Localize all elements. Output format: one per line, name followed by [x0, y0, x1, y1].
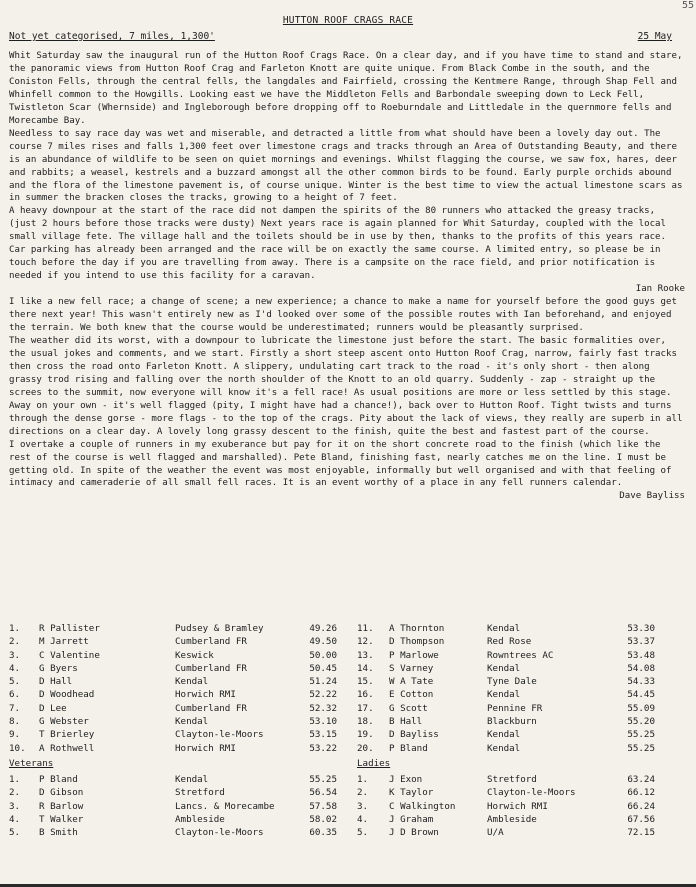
club-name: Cumberland FR — [175, 662, 247, 674]
club-name: Kendal — [175, 676, 209, 688]
club-name: Lancs. & Morecambe — [175, 800, 275, 812]
finish-time: 72.15 — [627, 827, 655, 839]
category-header-row — [9, 756, 655, 774]
runner-name: T Walker — [39, 813, 84, 825]
club-name: Horwich RMI — [175, 689, 236, 701]
finish-time: 52.22 — [309, 689, 337, 701]
club-name: Stretford — [487, 773, 537, 785]
runner-name: E Cotton — [389, 689, 434, 701]
runner-name: C Walkington — [389, 800, 456, 812]
position: 1. — [9, 773, 21, 785]
club-name: Pennine FR — [487, 702, 543, 714]
position: 3. — [9, 649, 21, 661]
finish-time: 58.02 — [309, 813, 337, 825]
club-name: Cumberland FR — [175, 636, 247, 648]
finish-time: 50.00 — [309, 649, 337, 661]
result-row — [9, 689, 655, 702]
report2-author: Dave Bayliss — [619, 491, 685, 502]
result-row — [9, 827, 655, 840]
finish-time: 49.26 — [309, 623, 337, 634]
position: 4. — [9, 813, 21, 825]
finish-time: 66.24 — [627, 800, 655, 812]
finish-time: 51.24 — [309, 676, 337, 688]
finish-time: 55.09 — [627, 702, 655, 714]
runner-name: D Gibson — [39, 787, 84, 799]
runner-name: D Hall — [39, 676, 73, 688]
finish-time: 55.25 — [627, 729, 655, 741]
club-name: Stretford — [175, 787, 225, 799]
position: 8. — [9, 716, 21, 728]
club-name: Pudsey & Bramley — [175, 623, 264, 634]
position: 2. — [9, 636, 21, 648]
ladies-heading: Ladies — [357, 757, 391, 769]
finish-time: 67.56 — [627, 813, 655, 825]
column-gap — [337, 716, 357, 729]
club-name: Clayton-le-Moors — [175, 827, 264, 839]
club-name: Kendal — [175, 716, 209, 728]
column-gap — [337, 623, 357, 636]
finish-time: 54.45 — [627, 689, 655, 701]
finish-time: 49.50 — [309, 636, 337, 648]
club-name: Horwich RMI — [487, 800, 548, 812]
result-row — [9, 801, 655, 814]
category-results-table — [9, 756, 655, 840]
finish-time: 56.54 — [309, 787, 337, 799]
position: 10. — [9, 742, 26, 754]
finish-time: 50.45 — [309, 662, 337, 674]
position: 7. — [9, 702, 21, 714]
column-gap — [337, 787, 357, 800]
position: 18. — [357, 716, 374, 728]
position: 12. — [357, 636, 374, 648]
result-row — [9, 650, 655, 663]
runner-name: B Smith — [39, 827, 78, 839]
club-name: Ambleside — [487, 813, 537, 825]
column-gap — [337, 729, 357, 742]
overall-results-table — [9, 623, 655, 756]
position: 5. — [9, 676, 21, 688]
race-category: Not yet categorised, 7 miles, 1,300' — [9, 31, 215, 42]
position: 16. — [357, 689, 374, 701]
position: 20. — [357, 742, 374, 754]
club-name: Clayton-le-Moors — [175, 729, 264, 741]
position: 9. — [9, 729, 21, 741]
club-name: Kendal — [487, 689, 521, 701]
runner-name: A Rothwell — [39, 742, 95, 754]
finish-time: 57.58 — [309, 800, 337, 812]
runner-name: G Byers — [39, 662, 78, 674]
position: 3. — [357, 800, 369, 812]
runner-name: D Bayliss — [389, 729, 439, 741]
position: 15. — [357, 676, 374, 688]
column-gap — [337, 689, 357, 702]
result-row — [9, 774, 655, 787]
finish-time: 53.10 — [309, 716, 337, 728]
club-name: Kendal — [175, 773, 209, 785]
race-date: 25 May — [637, 31, 672, 42]
runner-name: D Woodhead — [39, 689, 95, 701]
club-name: Blackburn — [487, 716, 537, 728]
finish-time: 52.32 — [309, 702, 337, 714]
results-section — [9, 623, 689, 840]
column-gap — [337, 663, 357, 676]
result-row — [9, 636, 655, 649]
result-row — [9, 787, 655, 800]
position: 14. — [357, 662, 374, 674]
report2-paragraph-2: The weather did its worst, with a downpour to lubricate the limestone just before the start. The basic formalities over, the usual jokes and comments, and we start. Firstly a short steep ascent onto Hutton Roof Crag, narrow, fairly fast tracks then cross the road onto Farleton Knott. A slippery, undulating cart track to the road - it's only short - then along grassy trod rising and falling over the north shoulder of the Knott to an old quarry. Suddenly - zap - straight up the screes to the summit, now everyone will know it's a fell race! As usual positions are more or less settled by this stage. Away on your own - it's well flagged (pity, I might have had a chance!), back over to Hutton Roof. Tight twists and turns through the dense gorse - more flags - to the top of the crags. Pity about the lack of views, they really are superb in all directions on a clear day. A lovely long grassy descent to the finish, quite the best and fastest part of the course. — [9, 335, 683, 437]
report1-paragraph-3: A heavy downpour at the start of the race did not dampen the spirits of the 80 runners who attacked the greasy tracks, (just 2 hours before those tracks were dusty) Next years race is again planned for Whit Saturday, coupled with the local small village fete. The village hall and the toilets should be in use by then, thanks to the profits of this years race. Car parking has already been arranged and the race will be on exactly the same course. A limited entry, so please be in touch before the day if you are travelling from away. There is a campsite on the race field, and prior notification is needed if you intend to use this facility for a caravan. — [9, 206, 666, 282]
runner-name: P Bland — [39, 773, 78, 785]
result-row — [9, 716, 655, 729]
result-row — [9, 663, 655, 676]
position: 17. — [357, 702, 374, 714]
club-name: Tyne Dale — [487, 676, 537, 688]
position: 2. — [357, 787, 369, 799]
finish-time: 63.24 — [627, 773, 655, 785]
report1-author: Ian Rooke — [635, 284, 685, 295]
position: 6. — [9, 689, 21, 701]
runner-name: R Barlow — [39, 800, 84, 812]
runner-name: R Pallister — [39, 623, 100, 634]
result-row — [9, 703, 655, 716]
runner-name: C Valentine — [39, 649, 100, 661]
result-row — [9, 623, 655, 636]
report1-paragraph-2: Needless to say race day was wet and miserable, and detracted a little from what should have been a lovely day out. The course 7 miles rises and falls 1,300 feet over limestone crags and tracks through an Area of Outstanding Beauty, and there is an abundance of wildlife to be seen on quiet mornings and evenings. Whilst flagging the course, we saw fox, hares, deer and rabbits; a weasel, kestrels and a buzzard amongst all the other common birds to be found. Early purple orchids abound and the flora of the limestone pavement is, of course unique. Winter is the best time to view the actual limestone scars as in summer the bracken closes the tracks, growing to a height of 7 feet. — [9, 128, 683, 204]
finish-time: 66.12 — [627, 787, 655, 799]
position: 11. — [357, 623, 374, 634]
runner-name: T Brierley — [39, 729, 95, 741]
finish-time: 55.25 — [309, 773, 337, 785]
report1-paragraph-1: Whit Saturday saw the inaugural run of the Hutton Roof Crags Race. On a clear day, and if you have time to stand and stare, the panoramic views from Hutton Roof Crag and Farleton Knott are quite unique. From Black Combe in the south, and the Coniston Fells, through the central fells, the langdales and Fairfield, crossing the Kentmere Range, through Shap Fell and Whinfell common to the Howgills. Looking east we have the Middleton Fells and Barbondale sweeping down to Leck Fell, Twistleton Scar (Whernside) and Ingleborough before dropping off to Roeburndale and Littledale in the quernmore fells and Morecambe Bay. — [9, 51, 683, 126]
club-name: Ambleside — [175, 813, 225, 825]
finish-time: 54.08 — [627, 662, 655, 674]
column-gap — [337, 801, 357, 814]
runner-name: J D Brown — [389, 827, 439, 839]
club-name: Kendal — [487, 623, 521, 634]
runner-name: W A Tate — [389, 676, 434, 688]
position: 4. — [9, 662, 21, 674]
report2-paragraph-3: I overtake a couple of runners in my exuberance but pay for it on the short concrete road to the finish (which like the rest of the course is well flagged and marshalled). Pete Bland, finishing fast, nearly catches me on the line. I must be getting old. In spite of the weather the event was most enjoyable, informally but well organised and with that feeling of intimacy and cameraderie of all small fell races. It is an event worthy of a place in any fell runners calendar. — [9, 439, 672, 489]
column-gap — [337, 743, 357, 756]
finish-time: 53.30 — [627, 623, 655, 634]
race-title: HUTTON ROOF CRAGS RACE — [282, 15, 414, 26]
position: 1. — [357, 773, 369, 785]
runner-name: B Hall — [389, 716, 423, 728]
column-gap — [337, 636, 357, 649]
position: 2. — [9, 787, 21, 799]
column-gap — [337, 676, 357, 689]
runner-name: P Bland — [389, 742, 428, 754]
club-name: Kendal — [487, 729, 521, 741]
result-row — [9, 676, 655, 689]
runner-name: D Thompson — [389, 636, 445, 648]
position: 1. — [9, 623, 21, 634]
runner-name: G Scott — [389, 702, 428, 714]
club-name: Red Rose — [487, 636, 532, 648]
position: 19. — [357, 729, 374, 741]
result-row — [9, 729, 655, 742]
veterans-heading: Veterans — [9, 757, 54, 769]
club-name: Kendal — [487, 662, 521, 674]
club-name: Rowntrees AC — [487, 649, 554, 661]
club-name: Cumberland FR — [175, 702, 247, 714]
column-gap — [337, 827, 357, 840]
position: 13. — [357, 649, 374, 661]
runner-name: J Exon — [389, 773, 423, 785]
page-number: 55 — [681, 0, 694, 11]
position: 3. — [9, 800, 21, 812]
report2-paragraph-1: I like a new fell race; a change of scene; a new experience; a chance to make a name for yourself before the good guys get there next year! This wasn't entirely new as I'd looked over some of the possible routes with Ian beforehand, and enjoyed the terrain. We both knew that the course would be underestimated; runners would be pleasantly surprised. — [9, 297, 677, 334]
club-name: Kendal — [487, 742, 521, 754]
runner-name: P Marlowe — [389, 649, 439, 661]
column-gap — [337, 703, 357, 716]
position: 4. — [357, 813, 369, 825]
column-gap — [337, 774, 357, 787]
race-reports — [9, 50, 685, 503]
finish-time: 53.37 — [627, 636, 655, 648]
position: 5. — [9, 827, 21, 839]
club-name: Horwich RMI — [175, 742, 236, 754]
column-gap — [337, 814, 357, 827]
finish-time: 55.20 — [627, 716, 655, 728]
runner-name: J Graham — [389, 813, 434, 825]
club-name: U/A — [487, 827, 504, 839]
finish-time: 60.35 — [309, 827, 337, 839]
finish-time: 53.48 — [627, 649, 655, 661]
club-name: Keswick — [175, 649, 214, 661]
club-name: Clayton-le-Moors — [487, 787, 576, 799]
finish-time: 53.22 — [309, 742, 337, 754]
runner-name: D Lee — [39, 702, 67, 714]
finish-time: 54.33 — [627, 676, 655, 688]
result-row — [9, 814, 655, 827]
runner-name: M Jarrett — [39, 636, 89, 648]
result-row — [9, 743, 655, 756]
runner-name: K Taylor — [389, 787, 434, 799]
runner-name: G Webster — [39, 716, 89, 728]
runner-name: A Thornton — [389, 623, 445, 634]
column-gap — [337, 650, 357, 663]
finish-time: 53.15 — [309, 729, 337, 741]
finish-time: 55.25 — [627, 742, 655, 754]
position: 5. — [357, 827, 369, 839]
runner-name: S Varney — [389, 662, 434, 674]
